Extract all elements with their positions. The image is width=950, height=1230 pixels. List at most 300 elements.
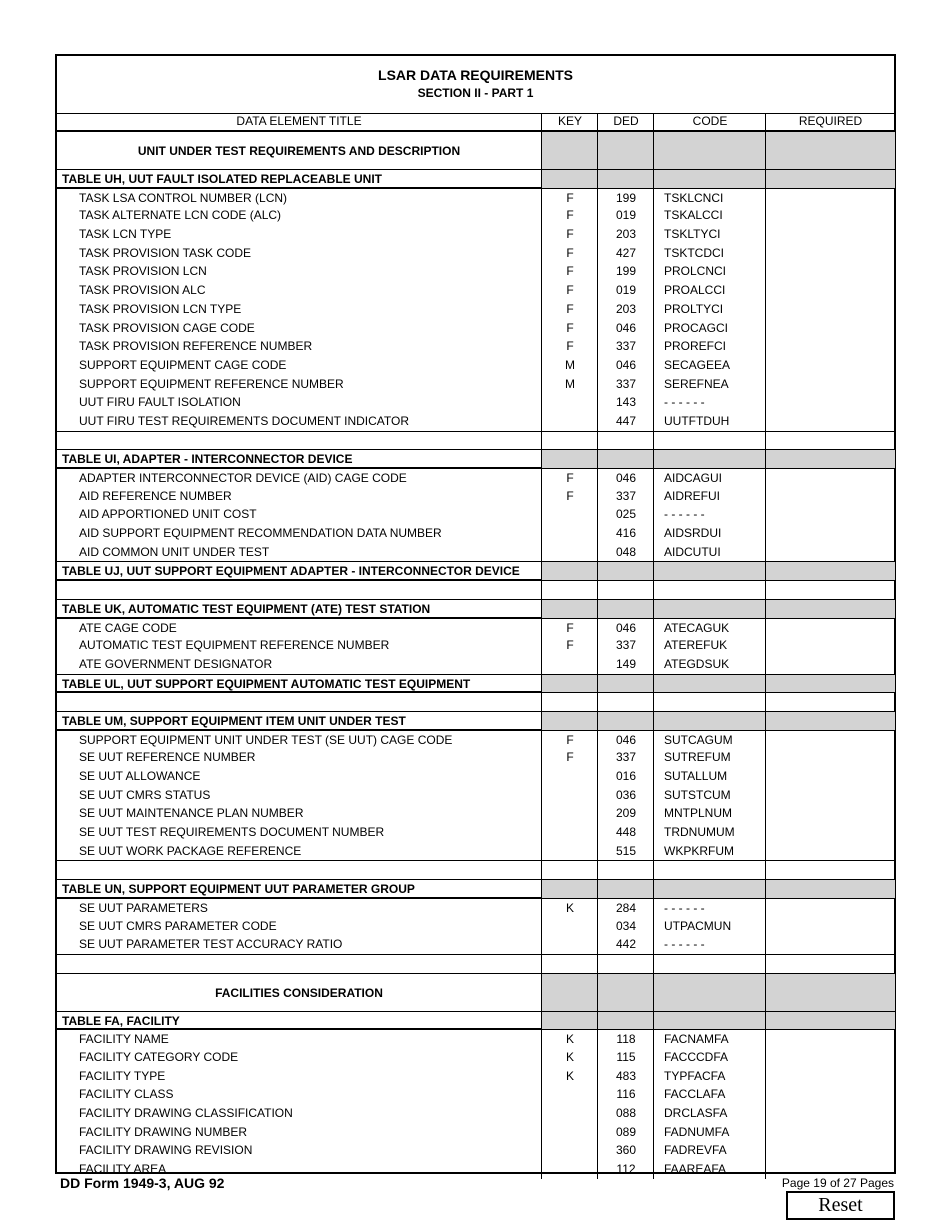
- table-heading-text: TABLE UK, AUTOMATIC TEST EQUIPMENT (ATE) TEST STATION: [62, 601, 431, 616]
- ded-cell: 016: [597, 767, 654, 786]
- table-row: [57, 655, 894, 674]
- key-cell: [541, 861, 598, 879]
- required-cell: [765, 880, 895, 898]
- col-code-header: CODE: [653, 113, 766, 130]
- table-row: [57, 225, 894, 244]
- key-cell: F: [541, 748, 598, 767]
- data-element-title: [57, 487, 541, 506]
- table-row: [57, 1123, 894, 1142]
- data-element-title-text: TASK PROVISION TASK CODE: [79, 245, 252, 260]
- code-cell: - - - - - -: [653, 505, 765, 524]
- blank-row: [57, 580, 894, 599]
- table-row: [57, 1104, 894, 1123]
- code-cell: PROLCNCI: [653, 262, 765, 281]
- ded-cell: 448: [597, 823, 654, 842]
- table-heading-text: TABLE UJ, UUT SUPPORT EQUIPMENT ADAPTER - INTERCONNECTOR DEVICE: [62, 564, 520, 579]
- key-cell: [541, 1123, 598, 1142]
- key-cell: F: [541, 636, 598, 655]
- code-cell: [653, 675, 765, 693]
- data-element-title: [57, 412, 541, 431]
- required-checkbox-cell[interactable]: [765, 319, 895, 338]
- code-cell: AIDCAGUI: [653, 469, 765, 487]
- code-cell: FACCLAFA: [653, 1085, 765, 1104]
- key-cell: [541, 432, 598, 450]
- required-checkbox-cell[interactable]: [765, 955, 895, 973]
- required-checkbox-cell[interactable]: [765, 189, 895, 207]
- data-element-title: [57, 619, 541, 637]
- section-heading: FACILITIES CONSIDERATION: [215, 985, 383, 1000]
- ded-cell: 203: [597, 300, 654, 319]
- form-identifier: DD Form 1949-3, AUG 92: [60, 1175, 225, 1191]
- ded-cell: [597, 693, 654, 711]
- key-cell: [541, 170, 598, 188]
- data-element-title-text: TASK PROVISION ALC: [79, 283, 206, 298]
- table-row: [57, 748, 894, 767]
- required-checkbox-cell[interactable]: [765, 393, 895, 412]
- required-checkbox-cell[interactable]: [765, 804, 895, 823]
- ded-cell: 115: [597, 1048, 654, 1067]
- data-element-title: [57, 1104, 541, 1123]
- key-cell: F: [541, 300, 598, 319]
- data-element-title-text: SE UUT REFERENCE NUMBER: [79, 750, 256, 765]
- ded-cell: 036: [597, 786, 654, 805]
- required-checkbox-cell[interactable]: [765, 375, 895, 394]
- code-cell: PROLTYCI: [653, 300, 765, 319]
- data-element-title-text: FACILITY TYPE: [79, 1068, 166, 1083]
- data-element-title-text: TASK PROVISION LCN TYPE: [79, 301, 242, 316]
- table-heading: [57, 600, 541, 618]
- ded-cell: 089: [597, 1123, 654, 1142]
- ded-cell: 046: [597, 731, 654, 749]
- code-cell: [653, 1012, 765, 1030]
- data-element-title-text: FACILITY CATEGORY CODE: [79, 1049, 239, 1064]
- data-element-title-text: SE UUT MAINTENANCE PLAN NUMBER: [79, 806, 304, 821]
- table-heading-text: TABLE UM, SUPPORT EQUIPMENT ITEM UNIT UNDER TEST: [62, 713, 406, 728]
- code-cell: - - - - - -: [653, 393, 765, 412]
- data-element-title-text: AID SUPPORT EQUIPMENT RECOMMENDATION DATA NUMBER: [79, 526, 442, 541]
- ded-cell: 337: [597, 375, 654, 394]
- required-checkbox-cell[interactable]: [765, 1104, 895, 1123]
- required-checkbox-cell[interactable]: [765, 281, 895, 300]
- data-element-title: [57, 842, 541, 861]
- section-heading-row: [57, 131, 894, 169]
- code-cell: [653, 693, 765, 711]
- data-element-title-text: SE UUT WORK PACKAGE REFERENCE: [79, 843, 302, 858]
- data-element-title-text: SE UUT CMRS PARAMETER CODE: [79, 918, 277, 933]
- page-number: Page 19 of 27 Pages: [781, 1176, 894, 1190]
- ded-cell: 483: [597, 1067, 654, 1086]
- table-row: [57, 917, 894, 936]
- data-element-title: [57, 1067, 541, 1086]
- column-header-row: [57, 113, 894, 131]
- key-cell: [541, 693, 598, 711]
- table-row: [57, 300, 894, 319]
- data-element-title: [57, 935, 541, 954]
- data-element-title: [57, 206, 541, 225]
- key-cell: [541, 1141, 598, 1160]
- required-checkbox-cell[interactable]: [765, 505, 895, 524]
- ded-cell: [597, 861, 654, 879]
- required-checkbox-cell[interactable]: [765, 1048, 895, 1067]
- col-key-header: KEY: [541, 113, 598, 130]
- ded-cell: [597, 675, 654, 693]
- ded-cell: [597, 1012, 654, 1030]
- key-cell: [541, 786, 598, 805]
- table-row: [57, 337, 894, 356]
- code-cell: AIDSRDUI: [653, 524, 765, 543]
- key-cell: F: [541, 225, 598, 244]
- code-cell: [653, 880, 765, 898]
- data-element-title-text: UUT FIRU TEST REQUIREMENTS DOCUMENT INDICATOR: [79, 413, 410, 428]
- table-heading-row: [57, 1011, 894, 1030]
- ded-cell: 284: [597, 899, 654, 917]
- table-row: [57, 767, 894, 786]
- code-cell: TRDNUMUM: [653, 823, 765, 842]
- data-element-title: [57, 393, 541, 412]
- required-cell: [765, 600, 895, 618]
- table-row: [57, 356, 894, 375]
- code-cell: DRCLASFA: [653, 1104, 765, 1123]
- code-cell: UTPACMUN: [653, 917, 765, 936]
- ded-cell: 199: [597, 262, 654, 281]
- ded-cell: [597, 880, 654, 898]
- key-cell: M: [541, 356, 598, 375]
- required-checkbox-cell[interactable]: [765, 337, 895, 356]
- data-element-title: [57, 337, 541, 356]
- form-subtitle: SECTION II - PART 1: [417, 86, 534, 100]
- table-row: [57, 730, 894, 749]
- col-ded-header: DED: [597, 113, 654, 130]
- table-heading: [57, 562, 541, 580]
- required-checkbox-cell[interactable]: [765, 1141, 895, 1160]
- blank-row: [57, 692, 894, 711]
- data-element-title-text: FACILITY NAME: [79, 1032, 169, 1047]
- key-cell: [541, 1104, 598, 1123]
- required-checkbox-cell[interactable]: [765, 1085, 895, 1104]
- table-row: [57, 1067, 894, 1086]
- required-checkbox-cell[interactable]: [765, 1067, 895, 1086]
- ded-cell: 447: [597, 412, 654, 431]
- key-cell: [541, 955, 598, 973]
- ded-cell: 019: [597, 206, 654, 225]
- code-cell: TYPFACFA: [653, 1067, 765, 1086]
- table-row: [57, 188, 894, 207]
- required-checkbox-cell[interactable]: [765, 731, 895, 749]
- code-cell: [653, 562, 765, 580]
- data-element-title-text: TASK PROVISION CAGE CODE: [79, 320, 255, 335]
- key-cell: F: [541, 319, 598, 338]
- ded-cell: 025: [597, 505, 654, 524]
- code-cell: SUTALLUM: [653, 767, 765, 786]
- data-element-title-text: FACILITY DRAWING REVISION: [79, 1143, 253, 1158]
- code-cell: PROCAGCI: [653, 319, 765, 338]
- ded-cell: 046: [597, 319, 654, 338]
- data-element-title: [57, 636, 541, 655]
- table-row: [57, 1141, 894, 1160]
- key-cell: F: [541, 244, 598, 263]
- data-element-title-text: ADAPTER INTERCONNECTOR DEVICE (AID) CAGE CODE: [79, 471, 407, 485]
- table-row: [57, 935, 894, 954]
- ded-cell: [597, 974, 654, 1011]
- blank-row: [57, 431, 894, 450]
- required-checkbox-cell[interactable]: [765, 693, 895, 711]
- ded-cell: 199: [597, 189, 654, 207]
- key-cell: F: [541, 281, 598, 300]
- key-cell: K: [541, 899, 598, 917]
- required-checkbox-cell[interactable]: [765, 861, 895, 879]
- key-cell: [541, 823, 598, 842]
- table-heading-text: TABLE UN, SUPPORT EQUIPMENT UUT PARAMETER GROUP: [62, 882, 415, 897]
- data-element-title: [57, 1141, 541, 1160]
- table-row: [57, 505, 894, 524]
- code-cell: WKPKRFUM: [653, 842, 765, 861]
- code-cell: AIDREFUI: [653, 487, 765, 506]
- required-checkbox-cell[interactable]: [765, 206, 895, 225]
- data-element-title: [57, 505, 541, 524]
- data-element-table: [57, 131, 894, 1179]
- data-element-title-text: TASK LCN TYPE: [79, 227, 172, 242]
- code-cell: MNTPLNUM: [653, 804, 765, 823]
- ded-cell: 046: [597, 619, 654, 637]
- data-element-title-text: SE UUT CMRS STATUS: [79, 787, 211, 802]
- table-heading: [57, 712, 541, 730]
- data-element-title: [57, 225, 541, 244]
- data-element-title: [57, 1085, 541, 1104]
- required-checkbox-cell[interactable]: [765, 917, 895, 936]
- table-heading: [57, 450, 541, 468]
- code-cell: PROREFCI: [653, 337, 765, 356]
- key-cell: [541, 393, 598, 412]
- ded-cell: 116: [597, 1085, 654, 1104]
- key-cell: [541, 842, 598, 861]
- data-element-title: [57, 300, 541, 319]
- required-checkbox-cell[interactable]: [765, 1030, 895, 1048]
- table-heading-text: TABLE UH, UUT FAULT ISOLATED REPLACEABLE UNIT: [62, 172, 382, 186]
- ded-cell: 515: [597, 842, 654, 861]
- blank-row: [57, 954, 894, 973]
- data-element-title-text: TASK PROVISION REFERENCE NUMBER: [79, 339, 313, 354]
- code-cell: FACCCDFA: [653, 1048, 765, 1067]
- key-cell: K: [541, 1048, 598, 1067]
- data-element-title-text: AID COMMON UNIT UNDER TEST: [79, 544, 270, 559]
- table-row: [57, 1085, 894, 1104]
- data-element-title-text: FACILITY CLASS: [79, 1087, 174, 1102]
- code-cell: FADNUMFA: [653, 1123, 765, 1142]
- key-cell: [541, 562, 598, 580]
- required-checkbox-cell[interactable]: [765, 300, 895, 319]
- required-cell: [765, 675, 895, 693]
- required-checkbox-cell[interactable]: [765, 356, 895, 375]
- ded-cell: 442: [597, 935, 654, 954]
- blank-row: [57, 860, 894, 879]
- table-row: [57, 244, 894, 263]
- data-element-title: [57, 262, 541, 281]
- code-cell: [653, 581, 765, 599]
- key-cell: [541, 974, 598, 1011]
- required-checkbox-cell[interactable]: [765, 636, 895, 655]
- ded-cell: [597, 170, 654, 188]
- code-cell: [653, 432, 765, 450]
- code-cell: SUTSTCUM: [653, 786, 765, 805]
- required-cell: [765, 974, 895, 1011]
- key-cell: [541, 132, 598, 169]
- ded-cell: 416: [597, 524, 654, 543]
- data-element-title: [57, 543, 541, 562]
- code-cell: ATEGDSUK: [653, 655, 765, 674]
- required-checkbox-cell[interactable]: [765, 524, 895, 543]
- table-row: [57, 375, 894, 394]
- key-cell: F: [541, 189, 598, 207]
- code-cell: SUTREFUM: [653, 748, 765, 767]
- ded-cell: [597, 432, 654, 450]
- ded-cell: 112: [597, 1160, 654, 1179]
- code-cell: FAAREAFA: [653, 1160, 765, 1179]
- form-title: LSAR DATA REQUIREMENTS: [378, 67, 573, 83]
- table-row: [57, 206, 894, 225]
- required-checkbox-cell[interactable]: [765, 1123, 895, 1142]
- table-row: [57, 393, 894, 412]
- data-element-title-text: UUT FIRU FAULT ISOLATION: [79, 395, 241, 410]
- code-cell: ATECAGUK: [653, 619, 765, 637]
- table-row: [57, 636, 894, 655]
- ded-cell: [597, 132, 654, 169]
- key-cell: F: [541, 487, 598, 506]
- code-cell: FACNAMFA: [653, 1030, 765, 1048]
- data-element-title: [57, 748, 541, 767]
- ded-cell: 149: [597, 655, 654, 674]
- data-element-title-text: SE UUT TEST REQUIREMENTS DOCUMENT NUMBER: [79, 825, 385, 840]
- ded-cell: [597, 562, 654, 580]
- key-cell: [541, 880, 598, 898]
- required-cell: [765, 712, 895, 730]
- required-checkbox-cell[interactable]: [765, 244, 895, 263]
- data-element-title-text: FACILITY DRAWING CLASSIFICATION: [79, 1106, 293, 1120]
- required-cell: [765, 562, 895, 580]
- data-element-title: [57, 1030, 541, 1048]
- data-element-title: [57, 244, 541, 263]
- required-checkbox-cell[interactable]: [765, 767, 895, 786]
- code-cell: [653, 132, 765, 169]
- key-cell: [541, 767, 598, 786]
- code-cell: [653, 974, 765, 1011]
- required-checkbox-cell[interactable]: [765, 786, 895, 805]
- required-checkbox-cell[interactable]: [765, 432, 895, 450]
- reset-button[interactable]: Reset: [786, 1191, 895, 1220]
- blank-title-cell: [57, 861, 541, 879]
- key-cell: F: [541, 731, 598, 749]
- table-row: [57, 842, 894, 861]
- required-checkbox-cell[interactable]: [765, 543, 895, 562]
- required-checkbox-cell[interactable]: [765, 899, 895, 917]
- data-element-title-text: SUPPORT EQUIPMENT REFERENCE NUMBER: [79, 376, 344, 391]
- data-element-title-text: ATE GOVERNMENT DESIGNATOR: [79, 656, 273, 671]
- required-checkbox-cell[interactable]: [765, 225, 895, 244]
- table-heading-text: TABLE UI, ADAPTER - INTERCONNECTOR DEVICE: [62, 452, 353, 467]
- ded-cell: 360: [597, 1141, 654, 1160]
- data-element-title: [57, 917, 541, 936]
- required-checkbox-cell[interactable]: [765, 581, 895, 599]
- data-element-title: [57, 319, 541, 338]
- table-heading-row: [57, 449, 894, 468]
- required-checkbox-cell[interactable]: [765, 487, 895, 506]
- table-row: [57, 262, 894, 281]
- data-element-title-text: AID REFERENCE NUMBER: [79, 488, 232, 503]
- required-checkbox-cell[interactable]: [765, 469, 895, 487]
- ded-cell: [597, 450, 654, 468]
- key-cell: [541, 675, 598, 693]
- table-heading: [57, 170, 541, 188]
- table-row: [57, 804, 894, 823]
- ded-cell: 427: [597, 244, 654, 263]
- code-cell: TSKALCCI: [653, 206, 765, 225]
- data-element-title: [57, 281, 541, 300]
- required-checkbox-cell[interactable]: [765, 412, 895, 431]
- code-cell: SECAGEEA: [653, 356, 765, 375]
- data-element-title: [57, 1048, 541, 1067]
- key-cell: [541, 581, 598, 599]
- ded-cell: 048: [597, 543, 654, 562]
- required-cell: [765, 170, 895, 188]
- table-row: [57, 412, 894, 431]
- data-element-title-text: SUPPORT EQUIPMENT UNIT UNDER TEST (SE UUT) CAGE CODE: [79, 732, 453, 747]
- ded-cell: 203: [597, 225, 654, 244]
- data-element-title-text: SUPPORT EQUIPMENT CAGE CODE: [79, 357, 287, 372]
- code-cell: - - - - - -: [653, 935, 765, 954]
- key-cell: [541, 524, 598, 543]
- required-cell: [765, 1012, 895, 1030]
- data-element-title-text: AID APPORTIONED UNIT COST: [79, 507, 257, 522]
- blank-title-cell: [57, 581, 541, 599]
- table-row: [57, 1048, 894, 1067]
- data-element-title-text: SE UUT ALLOWANCE: [79, 769, 201, 783]
- key-cell: [541, 1085, 598, 1104]
- data-element-title: [57, 1123, 541, 1142]
- key-cell: F: [541, 337, 598, 356]
- code-cell: [653, 712, 765, 730]
- ded-cell: [597, 955, 654, 973]
- section-heading-row: [57, 973, 894, 1011]
- key-cell: K: [541, 1067, 598, 1086]
- required-cell: [765, 132, 895, 169]
- table-heading-row: [57, 561, 894, 580]
- required-checkbox-cell[interactable]: [765, 619, 895, 637]
- table-row: [57, 468, 894, 487]
- data-element-title-text: FACILITY DRAWING NUMBER: [79, 1124, 248, 1139]
- required-checkbox-cell[interactable]: [765, 823, 895, 842]
- ded-cell: 337: [597, 748, 654, 767]
- required-cell: [765, 450, 895, 468]
- table-heading-row: [57, 599, 894, 618]
- col-title-header: DATA ELEMENT TITLE: [236, 114, 362, 128]
- ded-cell: 337: [597, 487, 654, 506]
- table-heading: [57, 1012, 541, 1030]
- key-cell: F: [541, 262, 598, 281]
- required-checkbox-cell[interactable]: [765, 935, 895, 954]
- data-element-title: [57, 655, 541, 674]
- code-cell: [653, 955, 765, 973]
- data-element-title-text: TASK ALTERNATE LCN CODE (ALC): [79, 208, 282, 223]
- required-checkbox-cell[interactable]: [765, 842, 895, 861]
- code-cell: [653, 861, 765, 879]
- key-cell: [541, 655, 598, 674]
- ded-cell: [597, 712, 654, 730]
- blank-title-cell: [57, 693, 541, 711]
- code-cell: [653, 450, 765, 468]
- data-element-title: [57, 375, 541, 394]
- required-checkbox-cell[interactable]: [765, 262, 895, 281]
- required-checkbox-cell[interactable]: [765, 655, 895, 674]
- required-checkbox-cell[interactable]: [765, 748, 895, 767]
